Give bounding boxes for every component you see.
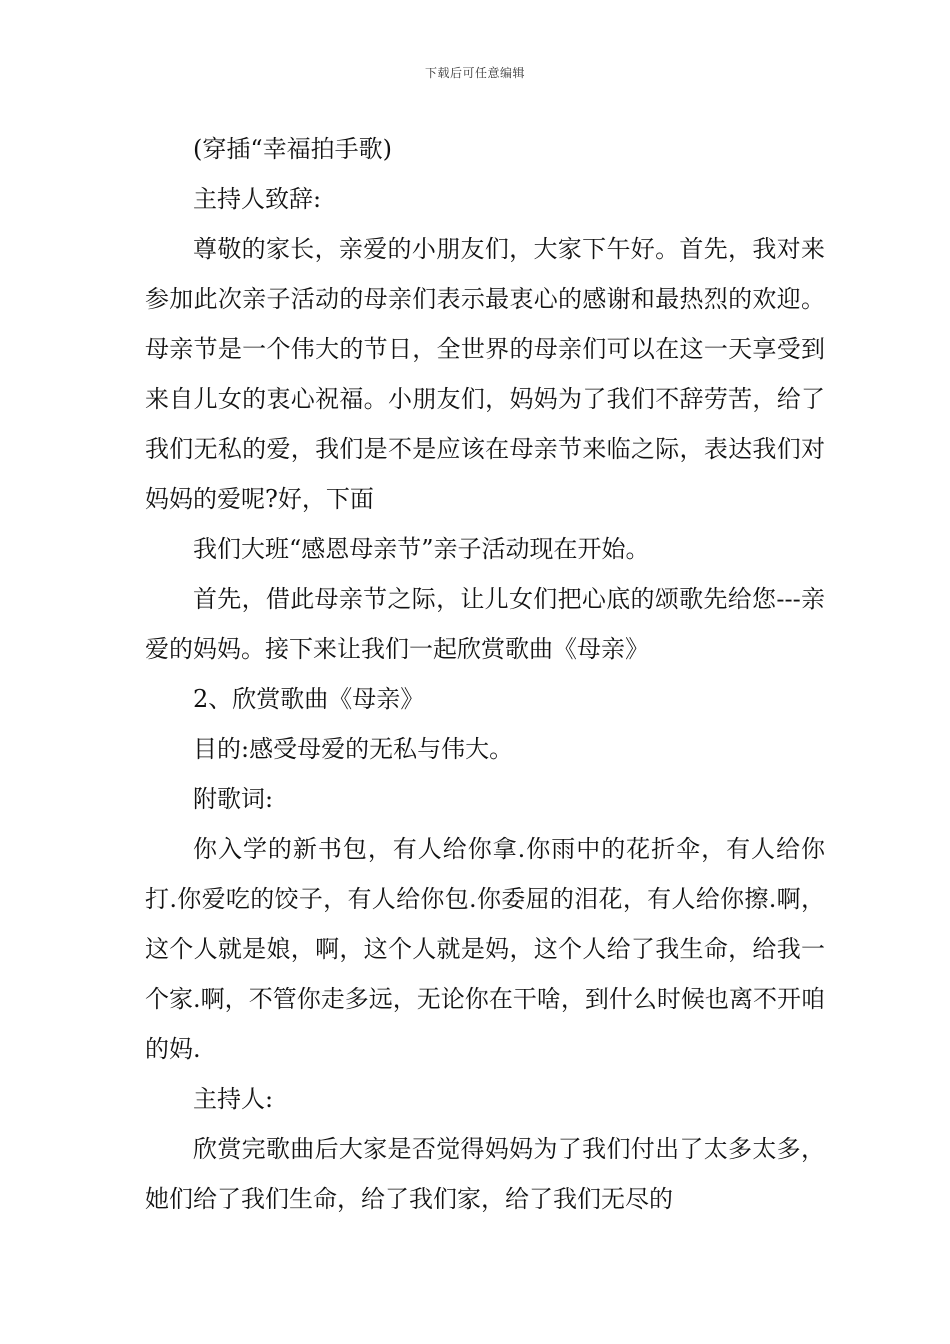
paragraph-host-speech-heading: 主持人致辞: — [193, 185, 322, 213]
page-header: 下载后可任意编辑 — [424, 66, 525, 80]
paragraph-purpose: 目的:感受母爱的无私与伟大。 — [193, 735, 514, 763]
paragraph-activity-start: 我们大班“感恩母亲节”亲子活动现在开始。 — [193, 535, 650, 563]
paragraph-host-closing: 欣赏完歌曲后大家是否觉得妈妈为了我们付出了太多太多，她们给了我们生命，给了我们家，给了我们无尽的 — [145, 1135, 825, 1213]
paragraph-lyrics-heading: 附歌词: — [193, 785, 274, 813]
document-body — [145, 124, 825, 1224]
paragraph-interlude-note: (穿插“幸福拍手歌) — [193, 135, 392, 163]
paragraph-lyrics: 你入学的新书包，有人给你拿.你雨中的花折伞，有人给你打.你爱吃的饺子，有人给你包.你委屈的泪花，有人给你擦.啊，这个人就是娘，啊，这个人就是妈，这个人给了我生命，给我一个家.啊，不管你走多远，无论你在干啥，到什么时候也离不开咱的妈. — [145, 835, 825, 1063]
paragraph-host-heading: 主持人: — [193, 1085, 274, 1113]
paragraph-welcome-speech: 尊敬的家长，亲爱的小朋友们，大家下午好。首先，我对来参加此次亲子活动的母亲们表示最衷心的感谢和最热烈的欢迎。母亲节是一个伟大的节日，全世界的母亲们可以在这一天享受到来自儿女的衷心祝福。小朋友们，妈妈为了我们不辞劳苦，给了我们无私的爱，我们是不是应该在母亲节来临之际，表达我们对妈妈的爱呢?好，下面 — [145, 235, 825, 513]
paragraph-section-song: 2、欣赏歌曲《母亲》 — [193, 685, 425, 713]
paragraph-song-intro: 首先，借此母亲节之际，让儿女们把心底的颂歌先给您---亲爱的妈妈。接下来让我们一起欣赏歌曲《母亲》 — [145, 585, 825, 663]
